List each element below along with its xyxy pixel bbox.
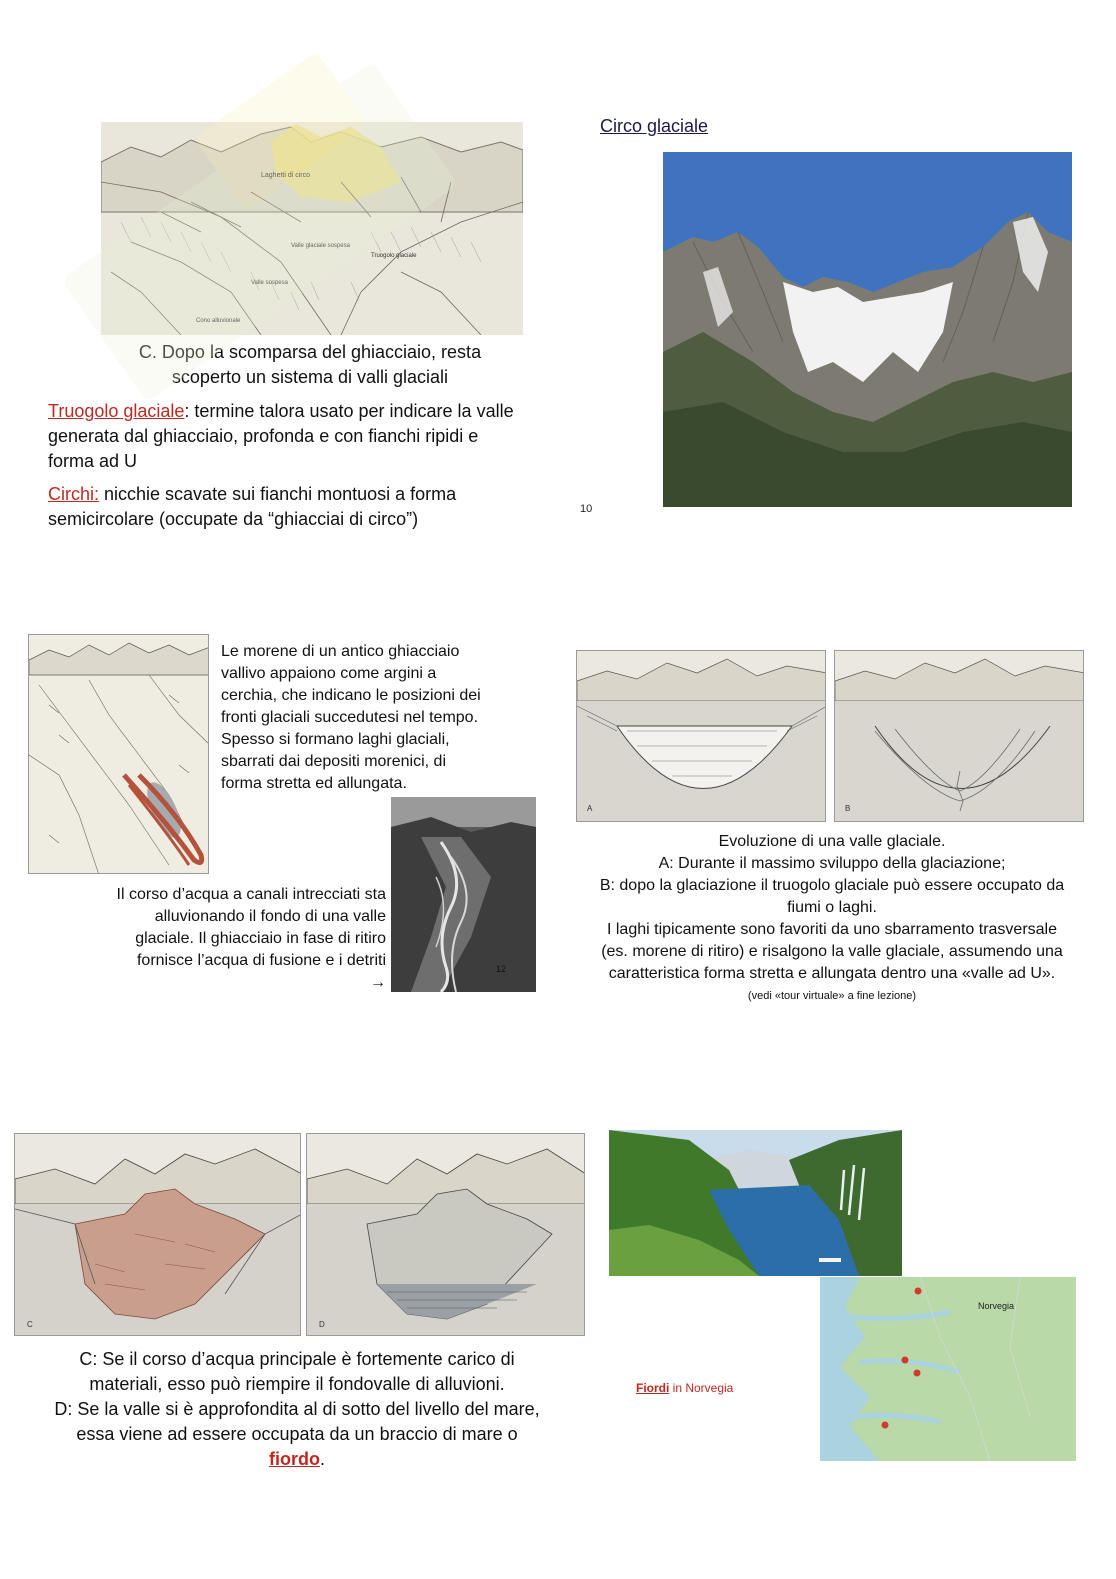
- panel-b-label: B: [845, 804, 851, 813]
- label-valle-glaciale: Valle glaciale sospesa: [291, 243, 350, 249]
- page-number-10: 10: [580, 503, 593, 515]
- truogolo-def-3: forma ad U: [48, 451, 138, 471]
- panel-d-label: D: [319, 1320, 325, 1329]
- morene-paragraph: [221, 641, 531, 795]
- evolution-line: fiumi o laghi.: [787, 899, 877, 916]
- morene-line: Le morene di un antico ghiacciaio: [221, 643, 460, 660]
- map-label-norvegia: Norvegia: [978, 1301, 1015, 1311]
- corso-line: fornisce l’acqua di fusione e i detriti: [136, 952, 386, 969]
- label-valle-sospesa: Valle sospesa: [251, 280, 288, 286]
- circhi-definition: [48, 482, 608, 532]
- morene-line: sbarrati dai depositi morenici, di: [221, 753, 446, 770]
- circo-glaciale-photo: [663, 152, 1072, 507]
- evolution-line: B: dopo la glaciazione il truogolo glaciale può essere occupato da: [599, 877, 1065, 894]
- fiordo-caption-line: D: Se la valle si è approfondita al di sotto del livello del mare,: [54, 1399, 540, 1419]
- label-cono: Cono alluvionale: [196, 318, 241, 324]
- fiordo-period: .: [319, 1449, 325, 1469]
- morene-line: forma stretta ed allungata.: [221, 775, 407, 792]
- fiordi-term[interactable]: Fiordi: [636, 1381, 670, 1395]
- circhi-def-1: nicchie scavate sui fianchi montuosi a forma: [99, 484, 457, 504]
- evolution-line: Evoluzione di una valle glaciale.: [718, 833, 946, 850]
- fiordi-caption: [636, 1381, 733, 1395]
- truogolo-definition: [48, 399, 608, 474]
- evolution-line: A: Durante il massimo sviluppo della glaciazione;: [658, 855, 1006, 872]
- morene-line: cerchia, che indicano le posizioni dei: [221, 687, 481, 704]
- valley-panel-c: [14, 1133, 301, 1336]
- fiordi-rest: in Norvegia: [669, 1381, 734, 1395]
- corso-line: Il corso d’acqua a canali intrecciati sta: [116, 886, 386, 903]
- fiordo-term[interactable]: fiordo: [268, 1449, 320, 1469]
- corso-line: glaciale. Il ghiacciaio in fase di ritiro: [135, 930, 386, 947]
- label-truogolo: Truogolo glaciale: [371, 253, 417, 259]
- fiordo-caption-line: C: Se il corso d’acqua principale è fortemente carico di: [79, 1349, 515, 1369]
- caption-c-line-2: scoperto un sistema di valli glaciali: [171, 367, 449, 387]
- circhi-term: Circhi:: [48, 484, 100, 504]
- glacial-valley-sketch: [101, 122, 523, 335]
- fiordo-caption-line: materiali, esso può riempire il fondovalle di alluvioni.: [89, 1374, 505, 1394]
- truogolo-def-2: generata dal ghiacciaio, profonda e con fianchi ripidi e: [48, 426, 479, 446]
- morene-line: Spesso si formano laghi glaciali,: [221, 731, 450, 748]
- map-pin-icon[interactable]: [915, 1288, 922, 1295]
- fiordo-caption: [8, 1347, 586, 1472]
- label-laghetti: Laghetti di circo: [261, 172, 311, 179]
- circhi-def-2: semicircolare (occupate da “ghiacciai di circo”): [48, 509, 419, 529]
- evolution-caption: [560, 831, 1104, 1007]
- corso-paragraph: [60, 884, 386, 994]
- valley-evolution-panel-a: [576, 650, 826, 822]
- map-pin-icon[interactable]: [882, 1422, 889, 1429]
- caption-c: [60, 340, 560, 390]
- corso-line: alluvionando il fondo di una valle: [154, 908, 386, 925]
- morene-line: fronti glaciali succedutesi nel tempo.: [221, 709, 479, 726]
- caption-c-line-1: C. Dopo la scomparsa del ghiacciaio, resta: [138, 342, 482, 362]
- panel-a-label: A: [587, 804, 593, 813]
- valley-evolution-panel-b: [834, 650, 1084, 822]
- tour-note: (vedi «tour virtuale» a fine lezione): [747, 990, 917, 1002]
- glacial-valley-drawing: [101, 122, 523, 335]
- evolution-line: I laghi tipicamente sono favoriti da uno sbarramento trasversale: [606, 921, 1057, 938]
- truogolo-def-1: : termine talora usato per indicare la valle: [184, 401, 514, 421]
- page-number-12: 12: [496, 964, 507, 974]
- valley-panel-d: [306, 1133, 585, 1336]
- braided-river-photo: [391, 797, 536, 992]
- evolution-line: (es. morene di ritiro) e risalgono la valle glaciale, assumendo una: [601, 943, 1063, 960]
- panel-c-label: C: [27, 1320, 33, 1329]
- fiordo-caption-line: essa viene ad essere occupata da un braccio di mare o: [76, 1424, 518, 1444]
- map-pin-icon[interactable]: [914, 1370, 921, 1377]
- moraine-sketch: [28, 634, 209, 874]
- photo-title: Circo glaciale: [600, 116, 709, 136]
- arrow-right-icon: →: [370, 974, 386, 991]
- fjord-photo: [609, 1130, 902, 1276]
- evolution-line: caratteristica forma stretta e allungata dentro una «valle ad U».: [608, 965, 1056, 982]
- map-pin-icon[interactable]: [902, 1357, 909, 1364]
- morene-line: vallivo appaiono come argini a: [221, 665, 437, 682]
- norway-map: [820, 1277, 1076, 1461]
- truogolo-term: Truogolo glaciale: [48, 401, 185, 421]
